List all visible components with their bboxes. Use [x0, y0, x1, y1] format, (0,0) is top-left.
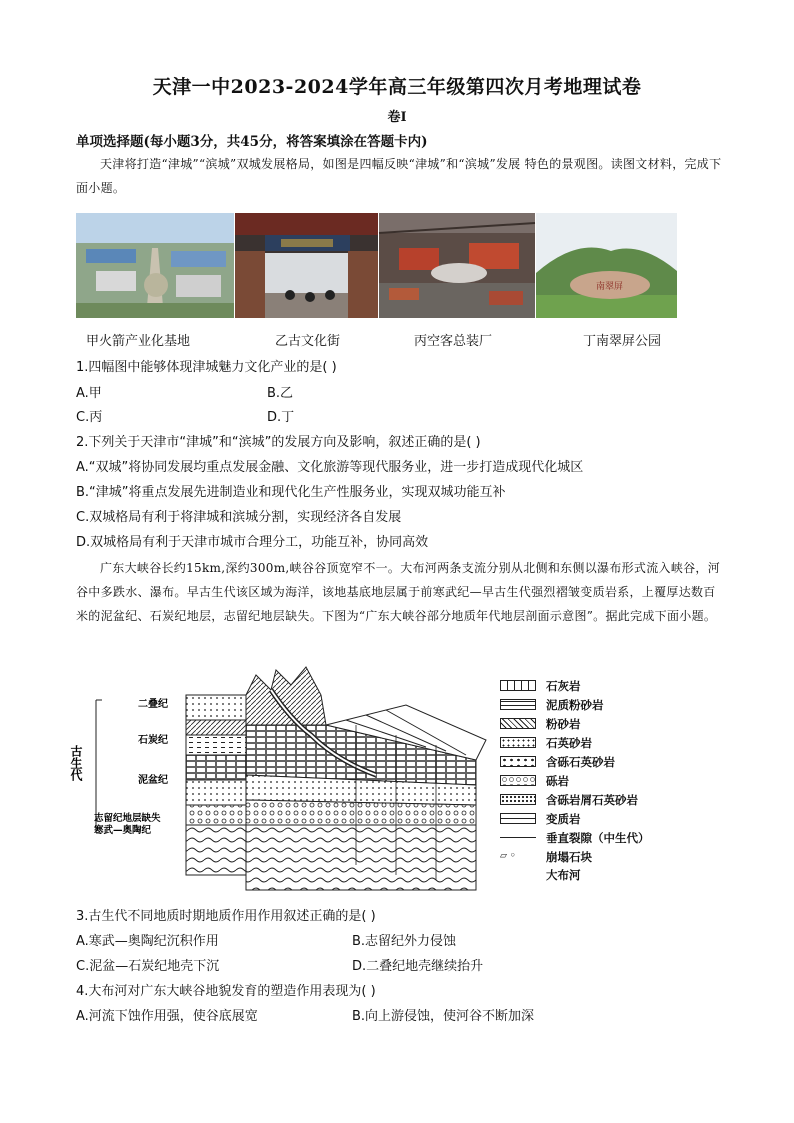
photo-culture-street: [235, 213, 378, 318]
q2-option-b: B.“津城”将重点发展先进制造业和现代化生产性服务业，实现双城功能互补: [76, 485, 506, 500]
legend-label: 砾岩: [546, 773, 569, 788]
photo-caption-b: 乙古文化街: [275, 334, 341, 349]
legend-item-dabu-river: [500, 866, 581, 883]
q2-option-c: C.双城格局有利于将津城和滨城分割，实现经济各自发展: [76, 510, 402, 525]
legend-swatch: [500, 699, 536, 710]
legend-swatch: [500, 775, 536, 786]
photo-airbus-plant: [379, 213, 535, 318]
section-heading: 单项选择题(每小题3分，共45分，将答案填涂在答题卡内): [76, 134, 428, 150]
q3-option-c: C.泥盆—石炭纪地壳下沉: [76, 959, 220, 974]
legend-swatch: ▱ ◦: [500, 851, 516, 861]
q4-stem: 4.大布河对广东大峡谷地貌发育的塑造作用表现为( ): [76, 984, 376, 999]
q3-stem: 3.古生代不同地质时期地质作用作用叙述正确的是( ): [76, 909, 376, 924]
legend-item-metamorphic-rock: [500, 810, 581, 827]
q1-option-a: A.甲: [76, 386, 102, 401]
legend-label: 含砾岩屑石英砂岩: [546, 792, 638, 807]
period-label-silurian-missing: 志留纪地层缺失: [94, 813, 161, 824]
legend-swatch: [500, 794, 536, 805]
legend-label: 石灰岩: [546, 678, 581, 693]
legend-item-quartz-sandstone: [500, 734, 592, 751]
period-label-carboniferous: 石炭纪: [138, 735, 168, 746]
legend-swatch: [500, 813, 536, 824]
q1-option-b: B.乙: [267, 386, 294, 401]
legend-label: 粉砂岩: [546, 716, 581, 731]
legend-label: 大布河: [546, 867, 581, 882]
legend-item-conglomerate: [500, 772, 569, 789]
legend-item-collapsed-rocks: [500, 848, 592, 865]
q2-option-d: D.双城格局有利于天津市城市合理分工，功能互补，协同高效: [76, 535, 429, 550]
photo-park: [536, 213, 677, 318]
legend-swatch: [500, 737, 536, 748]
q2-stem: 2.下列关于天津市“津城”和“滨城”的发展方向及影响，叙述正确的是( ): [76, 435, 481, 450]
legend-label: 垂直裂隙（中生代）: [546, 830, 650, 845]
q1-option-d: D.丁: [267, 410, 295, 425]
q1-option-c: C.丙: [76, 410, 103, 425]
q3-option-d: D.二叠纪地壳继续抬升: [352, 959, 484, 974]
legend-item-siltstone: [500, 715, 581, 732]
legend-item-gravelly-quartz-sandstone: [500, 753, 615, 770]
legend-swatch: [500, 869, 536, 880]
intro-paragraph-2: 广东大峡谷长约15km,深约300m,峡谷谷顶宽窄不一。大布河两条支流分别从北侧和东侧以瀑布形式流入峡谷，河谷中多跌水、瀑布。早古生代该区域为海洋，该地基底地层属于前寒武纪—早古生代强烈褶皱变质岩系，上覆厚达数百米的泥盆纪、石炭纪地层，志留纪地层缺失。下图为“广东大峡谷部分地质年代地层剖面示意图”。据此完成下面小题。: [76, 561, 721, 623]
period-label-cambrian-ordovician: 寒武—奥陶纪: [94, 825, 152, 836]
page-title: 天津一中2023-2024学年高三年级第四次月考地理试卷: [152, 76, 642, 98]
legend-swatch: [500, 718, 536, 729]
svg-text:南翠屏: 南翠屏: [596, 282, 624, 292]
legend-swatch: [500, 837, 536, 838]
legend-label: 石英砂岩: [546, 735, 592, 750]
q4-option-b: B.向上游侵蚀，使河谷不断加深: [352, 1009, 535, 1024]
photo-caption-c: 丙空客总装厂: [414, 334, 493, 349]
period-label-permian: 二叠纪: [138, 699, 168, 710]
q2-option-a: A.“双城”将协同发展均重点发展金融、文化旅游等现代服务业，进一步打造成现代化城区: [76, 460, 584, 475]
intro-paragraph-1: 天津将打造“津城”“滨城”双城发展格局，如图是四幅反映“津城”和“滨城”发展 特色的景观图。读图文材料，完成下面小题。: [76, 157, 722, 195]
legend-item-gravelly-lithic-quartz-sandstone: [500, 791, 638, 808]
q3-option-a: A.寒武—奥陶纪沉积作用: [76, 934, 219, 949]
volume-label: 卷I: [387, 110, 407, 125]
era-label: 古生代: [69, 745, 83, 781]
photo-caption-a: 甲火箭产业化基地: [86, 334, 191, 349]
legend-label: 泥质粉砂岩: [546, 697, 604, 712]
legend-swatch: [500, 756, 536, 767]
photo-caption-d: 丁南翠屏公园: [583, 334, 662, 349]
photo-rocket-base: [76, 213, 234, 318]
legend-item-vertical-fracture: [500, 829, 650, 846]
legend-label: 变质岩: [546, 811, 581, 826]
legend-label: 崩塌石块: [546, 849, 592, 864]
legend-label: 含砾石英砂岩: [546, 754, 615, 769]
legend-item-limestone: [500, 677, 581, 694]
legend-swatch: [500, 680, 536, 691]
period-label-devonian: 泥盆纪: [138, 775, 168, 786]
legend-item-muddy-siltstone: [500, 696, 604, 713]
q4-option-a: A.河流下蚀作用强，使谷底展宽: [76, 1009, 258, 1024]
q3-option-b: B.志留纪外力侵蚀: [352, 934, 457, 949]
q1-stem: 1.四幅图中能够体现津城魅力文化产业的是( ): [76, 360, 337, 375]
geologic-section-diagram: [69, 665, 496, 895]
